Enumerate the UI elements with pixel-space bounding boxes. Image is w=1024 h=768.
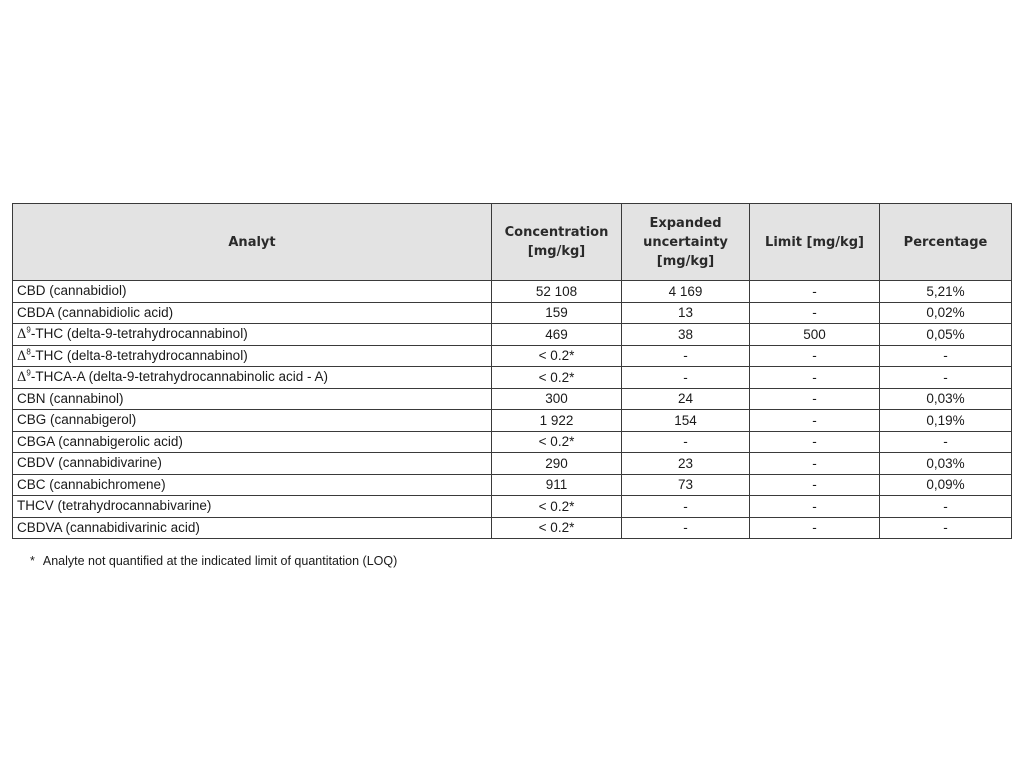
analyte-name: -THC (delta-8-tetrahydrocannabinol) (30, 347, 248, 363)
concentration-cell: < 0.2* (492, 367, 622, 389)
uncertainty-cell: - (622, 345, 750, 367)
analyte-name: CBN (cannabinol) (17, 390, 124, 406)
table-row (13, 324, 1012, 346)
percentage-cell: - (880, 367, 1012, 389)
concentration-cell: 911 (492, 474, 622, 496)
uncertainty-cell: 4 169 (622, 281, 750, 303)
concentration-cell: < 0.2* (492, 517, 622, 539)
concentration-cell: 469 (492, 324, 622, 346)
table-row (13, 345, 1012, 367)
uncertainty-cell: 23 (622, 453, 750, 475)
header-concentration: Concentration [mg/kg] (492, 204, 622, 281)
limit-cell: - (750, 496, 880, 518)
table-row (13, 367, 1012, 389)
percentage-cell: - (880, 431, 1012, 453)
percentage-cell: 5,21% (880, 281, 1012, 303)
table-row (13, 281, 1012, 303)
analyte-name-cell (13, 496, 492, 518)
header-analyt: Analyt (13, 204, 492, 281)
percentage-cell: 0,19% (880, 410, 1012, 432)
table-row (13, 453, 1012, 475)
uncertainty-cell: 73 (622, 474, 750, 496)
analyte-name-cell (13, 453, 492, 475)
uncertainty-cell: - (622, 367, 750, 389)
delta-symbol: Δ (17, 370, 27, 386)
limit-cell: - (750, 367, 880, 389)
concentration-cell: < 0.2* (492, 496, 622, 518)
concentration-cell: < 0.2* (492, 345, 622, 367)
uncertainty-cell: 24 (622, 388, 750, 410)
uncertainty-cell: 38 (622, 324, 750, 346)
analyte-name: CBD (cannabidiol) (17, 283, 127, 299)
header-limit: Limit [mg/kg] (750, 204, 880, 281)
delta-superscript: 9 (26, 368, 31, 378)
concentration-cell: 300 (492, 388, 622, 410)
table-row (13, 474, 1012, 496)
analyte-name: CBDA (cannabidiolic acid) (17, 304, 174, 320)
analyte-name: CBGA (cannabigerolic acid) (17, 433, 183, 449)
limit-cell: - (750, 345, 880, 367)
loq-footnote (30, 554, 397, 568)
concentration-cell: 1 922 (492, 410, 622, 432)
percentage-cell: 0,03% (880, 453, 1012, 475)
delta-symbol: Δ (17, 348, 27, 364)
limit-cell: - (750, 281, 880, 303)
analyte-name-cell (13, 324, 492, 346)
percentage-cell: 0,09% (880, 474, 1012, 496)
analyte-name: CBG (cannabigerol) (17, 412, 137, 428)
limit-cell: - (750, 453, 880, 475)
limit-cell: - (750, 302, 880, 324)
analyte-name: -THC (delta-9-tetrahydrocannabinol) (30, 326, 248, 342)
delta-superscript: 8 (26, 347, 31, 357)
limit-cell: - (750, 410, 880, 432)
table-row (13, 496, 1012, 518)
limit-cell: - (750, 431, 880, 453)
limit-cell: - (750, 474, 880, 496)
concentration-cell: 159 (492, 302, 622, 324)
percentage-cell: - (880, 496, 1012, 518)
analyte-name: CBDV (cannabidivarine) (17, 455, 162, 471)
concentration-cell: 290 (492, 453, 622, 475)
percentage-cell: 0,05% (880, 324, 1012, 346)
analyte-name-cell (13, 281, 492, 303)
delta-superscript: 9 (26, 325, 31, 335)
footnote-text: Analyte not quantified at the indicated limit of quantitation (LOQ) (42, 554, 398, 568)
table-header-row (13, 204, 1012, 281)
results-table-container (12, 203, 1011, 539)
delta-symbol: Δ (17, 327, 27, 343)
analyte-name-cell (13, 345, 492, 367)
table-row (13, 517, 1012, 539)
analyte-name-cell (13, 410, 492, 432)
header-uncertainty: Expanded uncertainty [mg/kg] (622, 204, 750, 281)
table-row (13, 410, 1012, 432)
analyte-name: -THCA-A (delta-9-tetrahydrocannabinolic acid - A) (30, 369, 328, 385)
uncertainty-cell: 13 (622, 302, 750, 324)
footnote-marker: * (30, 554, 35, 568)
concentration-cell: < 0.2* (492, 431, 622, 453)
percentage-cell: 0,02% (880, 302, 1012, 324)
analyte-name-cell (13, 474, 492, 496)
uncertainty-cell: - (622, 431, 750, 453)
uncertainty-cell: - (622, 496, 750, 518)
analyte-name-cell (13, 517, 492, 539)
uncertainty-cell: 154 (622, 410, 750, 432)
cannabinoid-results-table (12, 203, 1012, 539)
table-row (13, 302, 1012, 324)
analyte-name-cell (13, 431, 492, 453)
percentage-cell: - (880, 345, 1012, 367)
table-row (13, 388, 1012, 410)
analyte-name-cell (13, 388, 492, 410)
analyte-name: CBDVA (cannabidivarinic acid) (17, 519, 200, 535)
limit-cell: 500 (750, 324, 880, 346)
concentration-cell: 52 108 (492, 281, 622, 303)
limit-cell: - (750, 388, 880, 410)
header-percentage: Percentage (880, 204, 1012, 281)
analyte-name: THCV (tetrahydrocannabivarine) (17, 498, 212, 514)
analyte-name-cell (13, 367, 492, 389)
limit-cell: - (750, 517, 880, 539)
table-row (13, 431, 1012, 453)
analyte-name: CBC (cannabichromene) (17, 476, 166, 492)
percentage-cell: - (880, 517, 1012, 539)
uncertainty-cell: - (622, 517, 750, 539)
analyte-name-cell (13, 302, 492, 324)
percentage-cell: 0,03% (880, 388, 1012, 410)
